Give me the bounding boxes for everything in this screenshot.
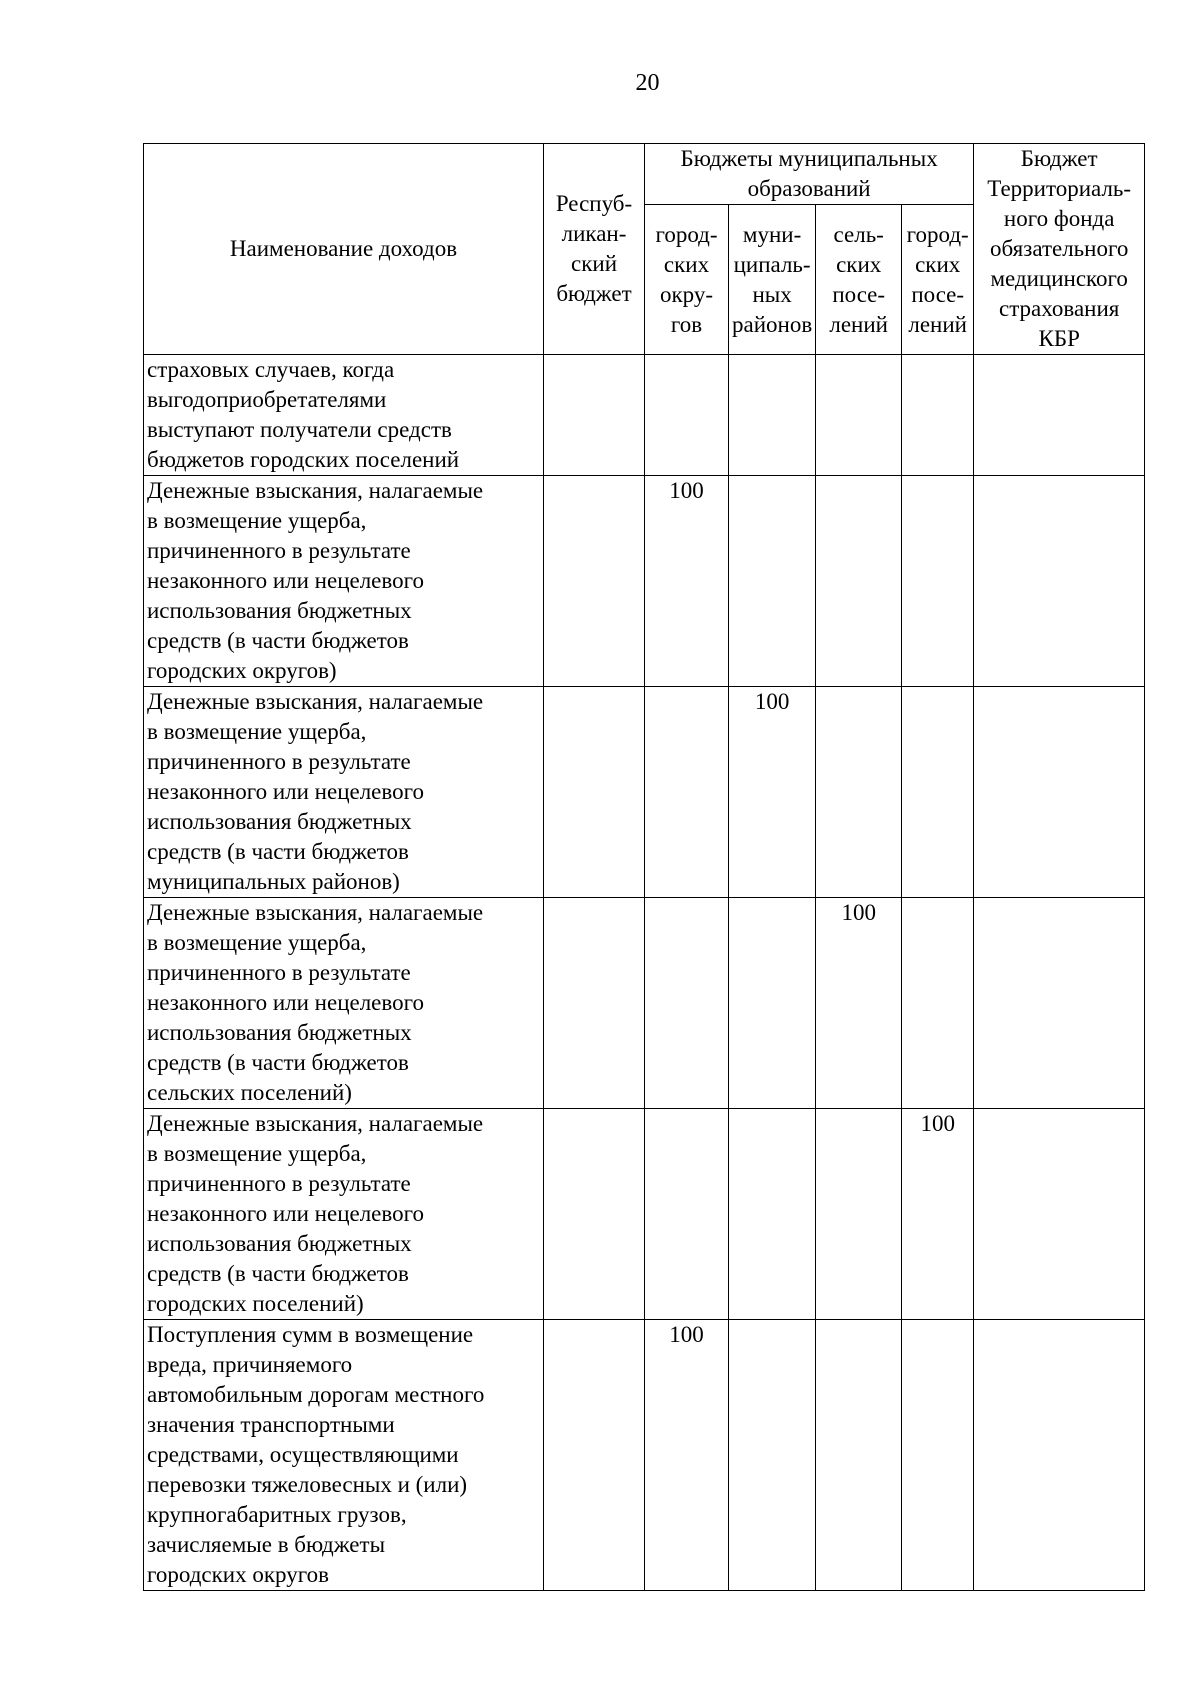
revenue-distribution-table [143,143,1145,1591]
share-cell-territorial-fund [974,355,1145,476]
income-name-line: причиненного в результате [147,749,411,774]
income-name-cell [144,355,544,476]
income-name-line: использования бюджетных [147,809,412,834]
income-name-line: использования бюджетных [147,1020,412,1045]
share-cell-rural-settlements: 100 [816,898,902,1109]
header-rural-settlements: сель- ских посе- лений [816,205,902,355]
income-name-line: выступают получатели средств [147,417,452,442]
income-name-line: средствами, осуществляющими [147,1442,459,1467]
income-name-cell [144,1109,544,1320]
income-name-line: бюджетов городских поселений [147,447,460,472]
table-row [144,898,1145,1109]
income-name-line: Денежные взыскания, налагаемые [147,478,484,503]
share-cell-municipal-districts [729,1109,816,1320]
income-name-cell [144,687,544,898]
income-name-line: средств (в части бюджетов [147,628,409,653]
header-municipal-budgets: Бюджеты муниципальных образований [645,144,974,205]
header-territorial-fund: Бюджет Территориаль- ного фонда обязательного медицинского страхования КБР [974,144,1145,355]
table-row [144,687,1145,898]
page-number: 20 [635,70,660,96]
income-name-cell [144,476,544,687]
income-name-line: муниципальных районов) [147,869,400,894]
share-cell-urban-settlements [902,476,974,687]
share-cell-municipal-districts [729,476,816,687]
income-name-line: городских округов [147,1562,329,1587]
income-name-line: средств (в части бюджетов [147,1261,409,1286]
share-cell-municipal-districts [729,898,816,1109]
income-name-line: причиненного в результате [147,1171,411,1196]
share-cell-territorial-fund [974,1109,1145,1320]
income-name-line: средств (в части бюджетов [147,1050,409,1075]
share-cell-city-districts [645,1109,729,1320]
income-name-line: страховых случаев, когда [147,357,395,382]
income-name-line: незаконного или нецелевого [147,568,424,593]
share-cell-rural-settlements [816,476,902,687]
header-republic-budget: Респуб- ликан- ский бюджет [544,144,645,355]
share-cell-republic [544,687,645,898]
income-name-cell [144,898,544,1109]
income-name-line: автомобильным дорогам местного [147,1382,485,1407]
header-city-districts: город- ских окру- гов [645,205,729,355]
income-name-line: Поступления сумм в возмещение [147,1322,474,1347]
share-cell-city-districts [645,687,729,898]
income-name-line: значения транспортными [147,1412,395,1437]
table-row [144,476,1145,687]
share-cell-rural-settlements [816,687,902,898]
income-name-line: городских округов) [147,658,337,683]
income-name-line: использования бюджетных [147,1231,412,1256]
income-name-line: Денежные взыскания, налагаемые [147,1111,484,1136]
income-name-line: в возмещение ущерба, [147,719,367,744]
share-cell-republic [544,355,645,476]
income-name-line: причиненного в результате [147,960,411,985]
income-name-line: Денежные взыскания, налагаемые [147,900,484,925]
share-cell-city-districts: 100 [645,476,729,687]
share-cell-republic [544,898,645,1109]
income-name-line: городских поселений) [147,1291,364,1316]
share-cell-city-districts [645,355,729,476]
income-name-line: незаконного или нецелевого [147,990,424,1015]
share-cell-municipal-districts [729,355,816,476]
income-name-line: использования бюджетных [147,598,412,623]
share-cell-municipal-districts: 100 [729,687,816,898]
share-cell-republic [544,476,645,687]
share-cell-city-districts [645,898,729,1109]
share-cell-urban-settlements [902,355,974,476]
income-name-line: сельских поселений) [147,1080,352,1105]
share-cell-rural-settlements [816,1320,902,1591]
income-name-line: незаконного или нецелевого [147,779,424,804]
table-row [144,1109,1145,1320]
table-row [144,355,1145,476]
income-name-line: в возмещение ущерба, [147,930,367,955]
income-name-line: зачисляемые в бюджеты [147,1532,386,1557]
share-cell-urban-settlements: 100 [902,1109,974,1320]
share-cell-territorial-fund [974,898,1145,1109]
table-body [144,355,1145,1591]
income-name-cell [144,1320,544,1591]
share-cell-rural-settlements [816,1109,902,1320]
income-name-line: перевозки тяжеловесных и (или) [147,1472,468,1497]
share-cell-city-districts: 100 [645,1320,729,1591]
share-cell-republic [544,1320,645,1591]
share-cell-republic [544,1109,645,1320]
income-name-line: крупногабаритных грузов, [147,1502,407,1527]
header-municipal-districts: муни- ципаль- ных районов [729,205,816,355]
share-cell-urban-settlements [902,898,974,1109]
share-cell-territorial-fund [974,687,1145,898]
header-income-name: Наименование доходов [144,144,544,355]
income-name-line: вреда, причиняемого [147,1352,353,1377]
income-name-line: выгодоприобретателями [147,387,387,412]
income-name-line: незаконного или нецелевого [147,1201,424,1226]
share-cell-municipal-districts [729,1320,816,1591]
share-cell-territorial-fund [974,1320,1145,1591]
income-name-line: причиненного в результате [147,538,411,563]
income-name-line: средств (в части бюджетов [147,839,409,864]
share-cell-urban-settlements [902,687,974,898]
share-cell-rural-settlements [816,355,902,476]
table-row [144,1320,1145,1591]
header-urban-settlements: город- ских посе- лений [902,205,974,355]
income-name-line: в возмещение ущерба, [147,508,367,533]
income-name-line: в возмещение ущерба, [147,1141,367,1166]
share-cell-urban-settlements [902,1320,974,1591]
income-name-line: Денежные взыскания, налагаемые [147,689,484,714]
share-cell-territorial-fund [974,476,1145,687]
